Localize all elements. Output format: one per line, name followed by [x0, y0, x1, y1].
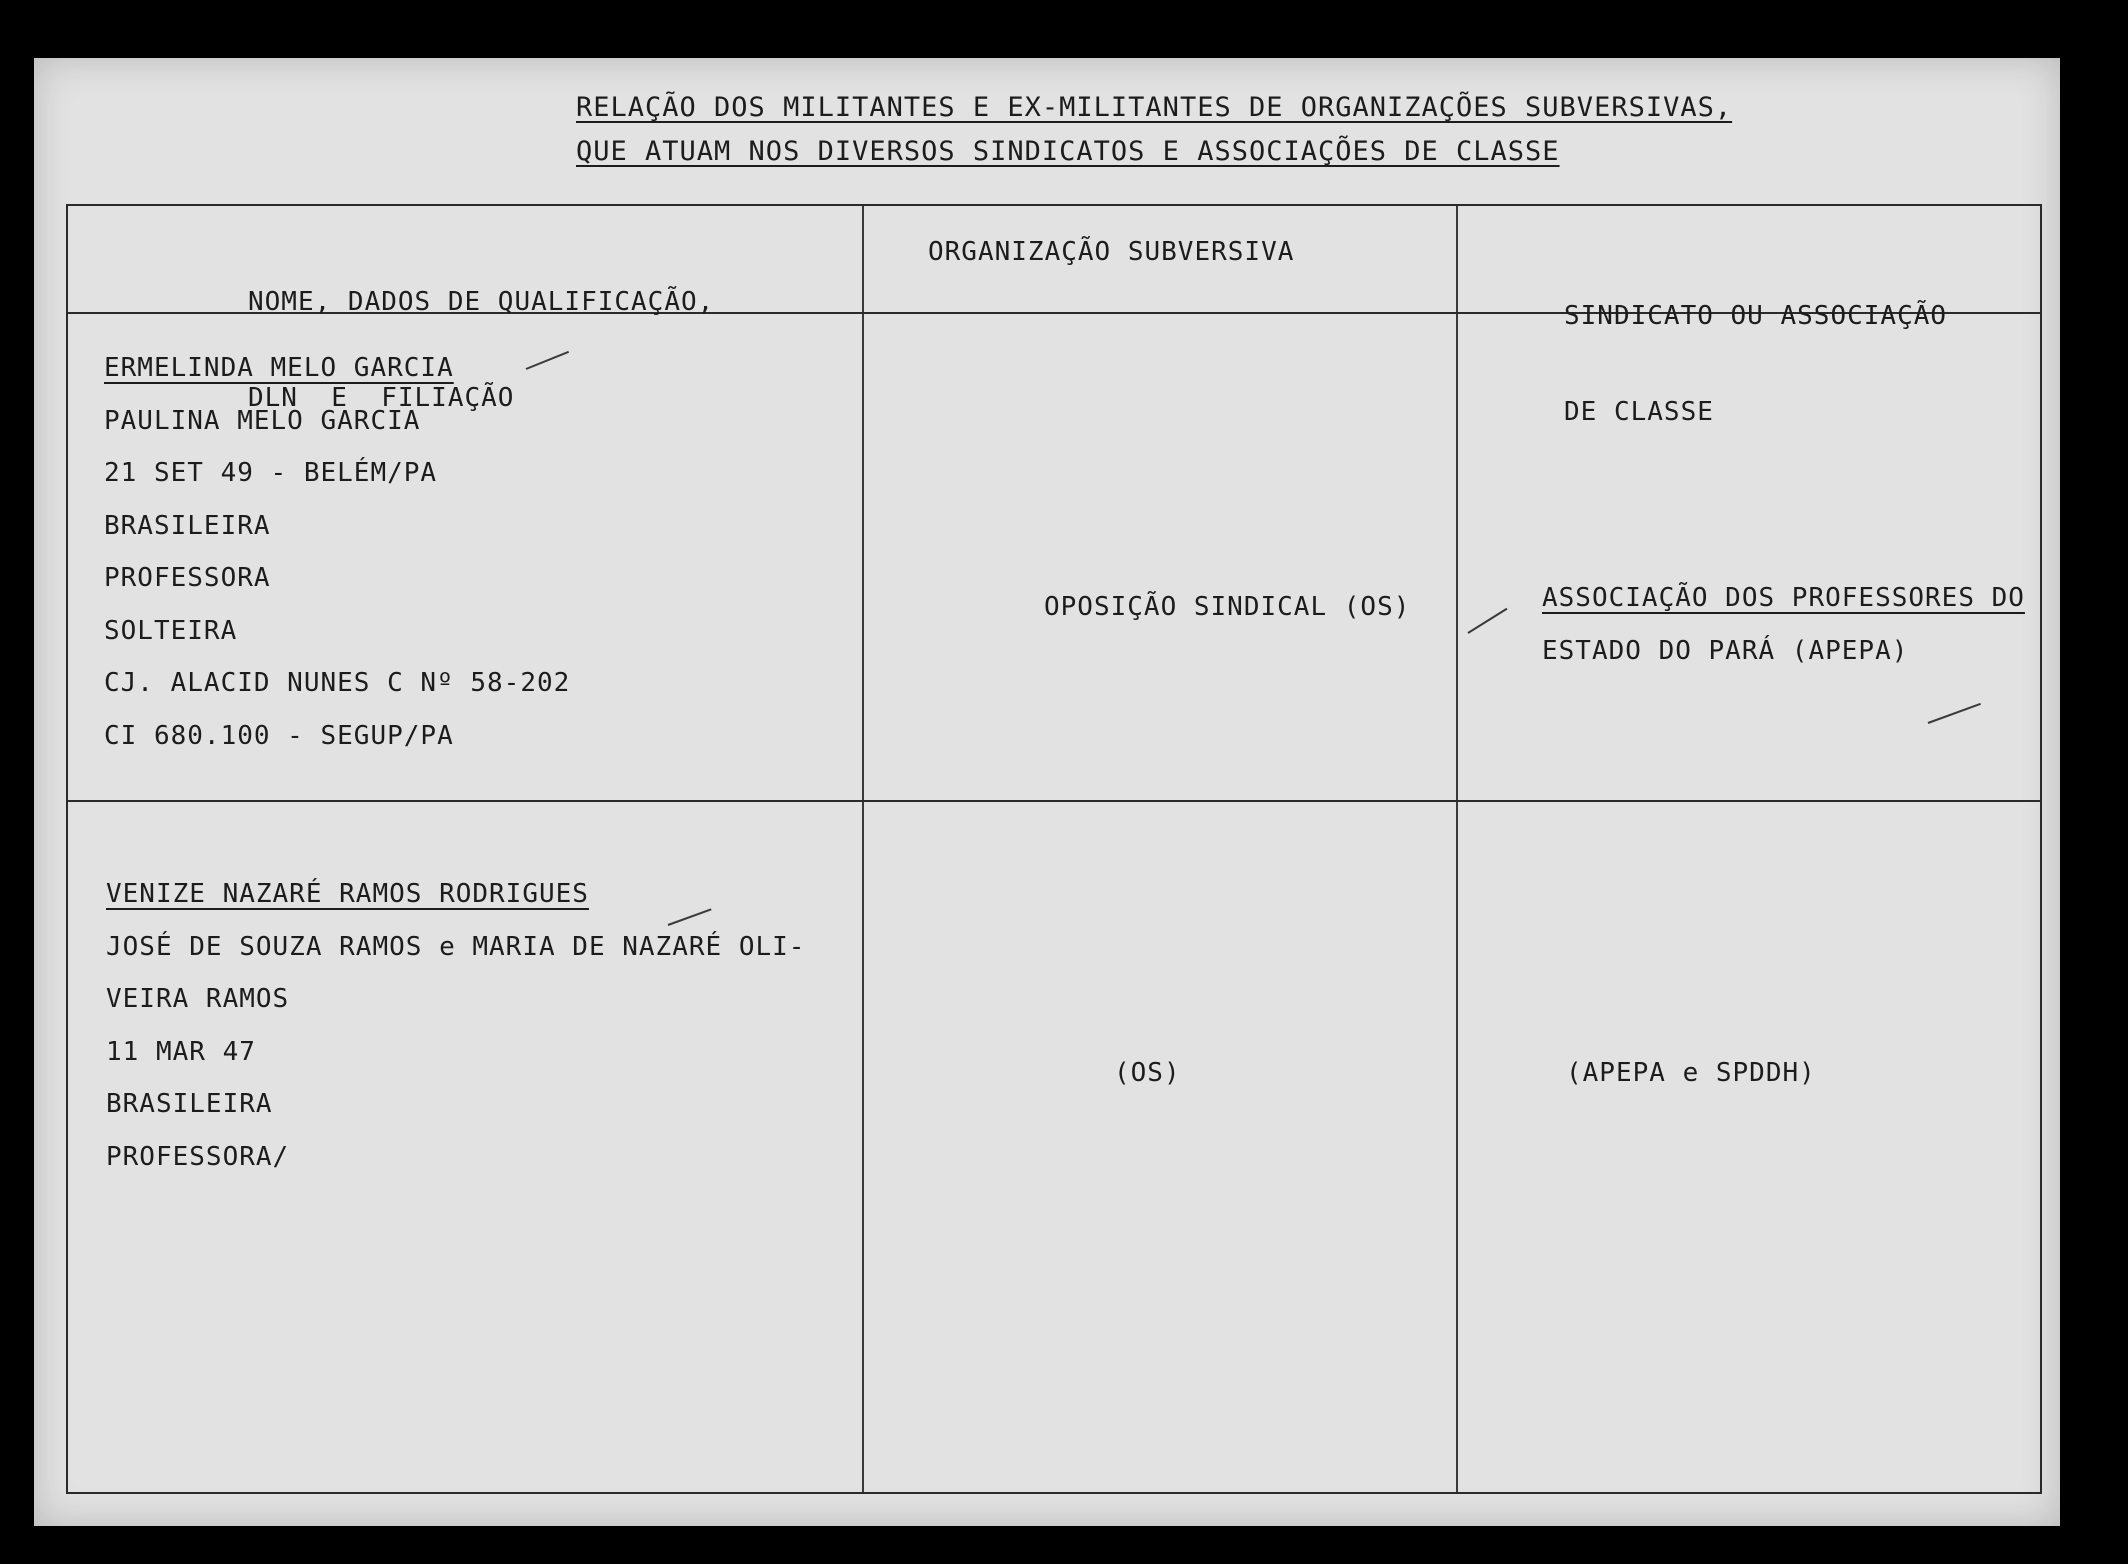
header-col2: ORGANIZAÇÃO SUBVERSIVA [928, 237, 1295, 267]
row2-detail-4: BRASILEIRA [106, 1089, 273, 1119]
row1-association [1542, 572, 2025, 677]
row1-association-line1: ASSOCIAÇÃO DOS PROFESSORES DO [1542, 583, 2025, 613]
row1-detail-3: BRASILEIRA [104, 510, 271, 541]
document-page [34, 58, 2060, 1526]
militants-table [66, 204, 2042, 1494]
row2-name: VENIZE NAZARÉ RAMOS RODRIGUES [106, 879, 589, 909]
row2-association: (APEPA e SPDDH) [1566, 1058, 1816, 1088]
row1-detail-6: CJ. ALACID NUNES C Nº 58-202 [104, 668, 571, 698]
document-title [576, 86, 1856, 174]
header-col3-line1: SINDICATO OU ASSOCIAÇÃO [1564, 301, 1948, 331]
row1-detail-4: PROFESSORA [104, 563, 271, 593]
check-mark-2 [1467, 608, 1507, 634]
title-line-2: QUE ATUAM NOS DIVERSOS SINDICATOS E ASSOCIAÇÕES DE CLASSE [576, 136, 1560, 167]
row1-name-cell [104, 342, 570, 762]
header-col1-line2: DLN E FILIAÇÃO [248, 383, 515, 413]
row1-detail-1: PAULINA MELO GARCIA [104, 405, 421, 436]
row2-name-cell [106, 868, 805, 1183]
row1-organization: OPOSIÇÃO SINDICAL (OS) [1044, 592, 1411, 622]
row1-association-line2: ESTADO DO PARÁ (APEPA) [1542, 635, 1909, 666]
row2-detail-5: PROFESSORA/ [106, 1141, 290, 1172]
row1-detail-2: 21 SET 49 - BELÉM/PA [104, 458, 438, 488]
check-mark-3 [1928, 703, 1981, 724]
row1-name: ERMELINDA MELO GARCIA [104, 353, 454, 383]
column-divider-2 [1456, 206, 1458, 1492]
header-col3-line2: DE CLASSE [1564, 397, 1714, 427]
row-divider [68, 800, 2040, 802]
header-col1-line1: NOME, DADOS DE QUALIFICAÇÃO, [248, 287, 715, 317]
row2-detail-3: 11 MAR 47 [106, 1036, 256, 1067]
column-divider-1 [862, 206, 864, 1492]
header-col3 [1564, 236, 1947, 492]
row1-detail-7: CI 680.100 - SEGUP/PA [104, 720, 454, 751]
row1-detail-5: SOLTEIRA [104, 615, 238, 646]
row2-detail-2: VEIRA RAMOS [106, 984, 290, 1014]
row2-detail-1: JOSÉ DE SOUZA RAMOS e MARIA DE NAZARÉ OLI- [106, 931, 806, 962]
title-line-1: RELAÇÃO DOS MILITANTES E EX-MILITANTES DE ORGANIZAÇÕES SUBVERSIVAS, [576, 92, 1733, 123]
row2-organization: (OS) [1114, 1058, 1181, 1088]
